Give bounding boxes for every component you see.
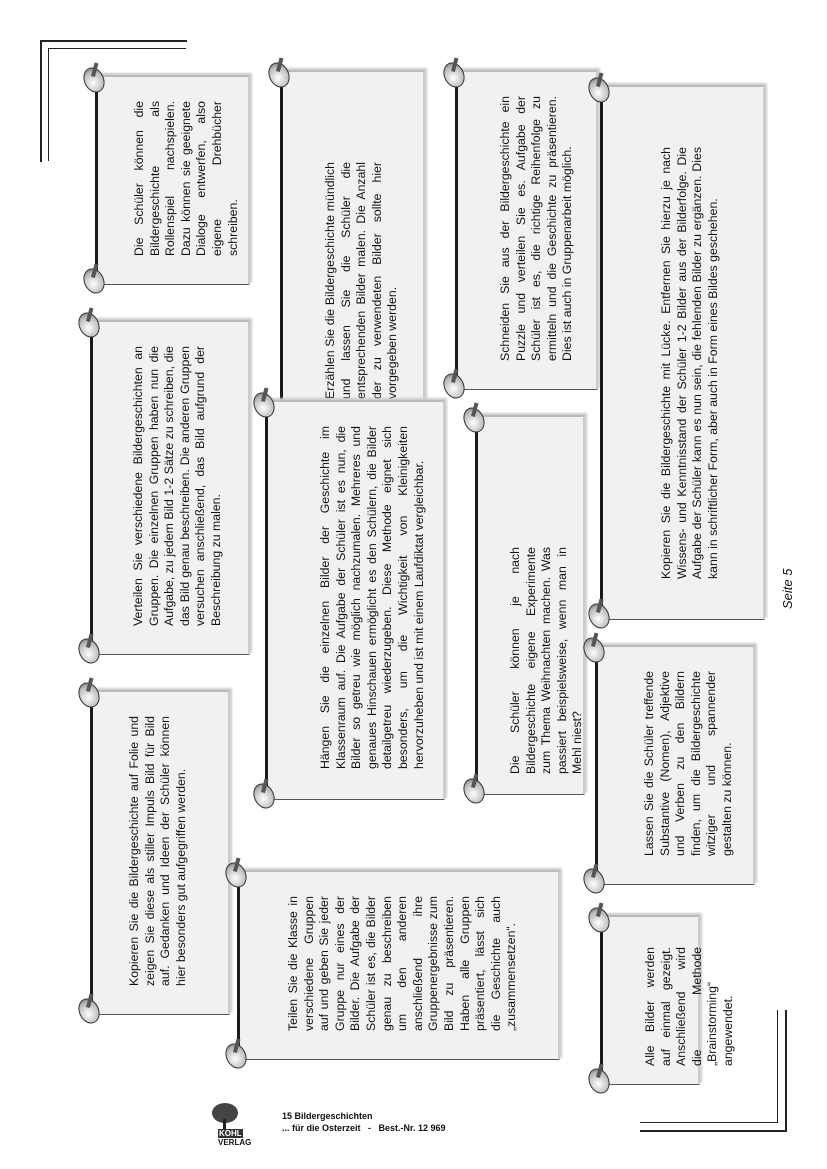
publisher-name: KOHL VERLAG — [218, 1129, 252, 1147]
pin-icon — [264, 59, 293, 91]
card-text: Alle Bilder werden auf einmal gezeigt. Anschließend wird die Methode „Brainstorming“ angewendet. — [643, 947, 735, 1066]
pin-icon — [584, 600, 613, 632]
card-text: Die Schüler können die Bildergeschichte als Rollenspiel nachspielen. Dazu können sie geeignete Dialoge entwerfen, also eigene Drehbücher schreiben. — [132, 101, 240, 256]
footer-text — [282, 1110, 446, 1134]
publisher-logo — [210, 1103, 272, 1147]
note-card — [455, 70, 598, 390]
footer — [210, 1103, 446, 1147]
pin-icon — [584, 1065, 613, 1097]
card-text: Erzählen Sie die Bildergeschichte mündlich und lassen Sie die Schüler die entsprechenden Bilder malen. Die Anzahl der zu verwendeten Bilder sollte hier vorgegeben werden. — [323, 162, 400, 399]
card-text: Schneiden Sie aus der Bildergeschichte ein Puzzle und verteilen Sie es. Aufgabe der Schüler ist es, die richtige Reihenfolge zu ermitteln und die Geschichte zu präsentieren. Dies ist auch in Gruppenarbeit möglich. — [498, 96, 575, 361]
note-card — [237, 870, 560, 1060]
pin-icon — [249, 389, 278, 421]
pin-icon — [74, 995, 103, 1027]
note-card — [595, 645, 755, 885]
note-card — [265, 400, 445, 800]
book-title: 15 Bildergeschichten — [282, 1111, 373, 1121]
pin-icon — [459, 404, 488, 436]
pin-icon — [79, 265, 108, 297]
card-text: Die Schüler können je nach Bildergeschichte eigene Experimente zum Thema Weihnachten machen. Was passiert beispielsweise, wenn man in Mehl niest? — [508, 547, 585, 774]
pin-icon — [79, 64, 108, 96]
card-text: Kopieren Sie die Bildergeschichte auf Folie und zeigen Sie diese als stiller Impuls Bild für Bild auf. Gedanken und Ideen der Schüler können hier besonders gut aufgegriffen werden. — [127, 716, 188, 986]
card-text: Lassen Sie die Schüler treffende Substantive (Nomen), Adjektive und Verben zu den Bildern finden, um die Bildergeschichte witziger und spannender gestalten zu können. — [642, 671, 734, 856]
pin-icon — [459, 775, 488, 807]
pin-icon — [584, 904, 613, 936]
pin-icon — [439, 59, 468, 91]
note-card — [600, 915, 735, 1085]
note-card — [475, 415, 585, 795]
book-subtitle: ... für die Osterzeit - Best.-Nr. 12 969 — [282, 1123, 446, 1133]
page-number: Seite 5 — [780, 568, 795, 609]
pin-icon — [249, 780, 278, 812]
pin-icon — [74, 635, 103, 667]
pin-icon — [579, 865, 608, 897]
pin-icon — [74, 679, 103, 711]
pin-icon — [439, 370, 468, 402]
note-card — [280, 70, 425, 440]
pin-icon — [221, 1040, 250, 1072]
pin-icon — [74, 309, 103, 341]
note-card — [95, 75, 250, 285]
card-text: Teilen Sie die Klasse in verschiedene Gruppen auf und geben Sie jeder Gruppe nur eines der Bilder. Die Aufgabe der Schüler ist es, die Bilder genau zu beschreiben um den anderen anschließend ihre Gruppenergebnisse zum Bild zu präsentieren. Haben alle Gruppen präsentiert, lässt sich die Geschichte auch „zusammensetzen“. — [286, 896, 519, 1031]
card-text: Hängen Sie die einzelnen Bilder der Geschichte im Klassenraum auf. Die Aufgabe der Schüler ist es nun, die Bilder so getreu wie möglich nachzumalen. Mehreres und genaues Hinschauen ermöglicht es den Schülern, die Bilder detailgetreu wiederzugeben. Diese Methode eignet sich besonders, um die Wichtigkeit von Kleinigkeiten hervorzuheben und ist mit einem Laufdiktat vergleichbar. — [318, 426, 426, 769]
note-card — [90, 690, 230, 1015]
card-text: Kopieren Sie die Bildergeschichte mit Lücke. Entfernen Sie hierzu je nach Wissens- und Kenntnisstand der Schüler 1-2 Bilder aus der Bilderfolge. Die Aufgabe der Schüler kann es nun sein, die fehlenden Bilder zu ergänzen. Dies kann in schriftlicher Form, aber auch in Form eines Bildes geschehen. — [659, 147, 720, 579]
note-card — [90, 320, 250, 655]
note-card — [600, 85, 765, 620]
card-text: Verteilen Sie verschiedene Bildergeschichten an Gruppen. Die einzelnen Gruppen haben nun die Aufgabe, zu jedem Bild 1-2 Sätze zu schreiben, die das Bild genau beschreiben. Die anderen Gruppen versuchen anschließend, das Bild aufgrund der Beschreibung zu malen. — [131, 346, 223, 626]
